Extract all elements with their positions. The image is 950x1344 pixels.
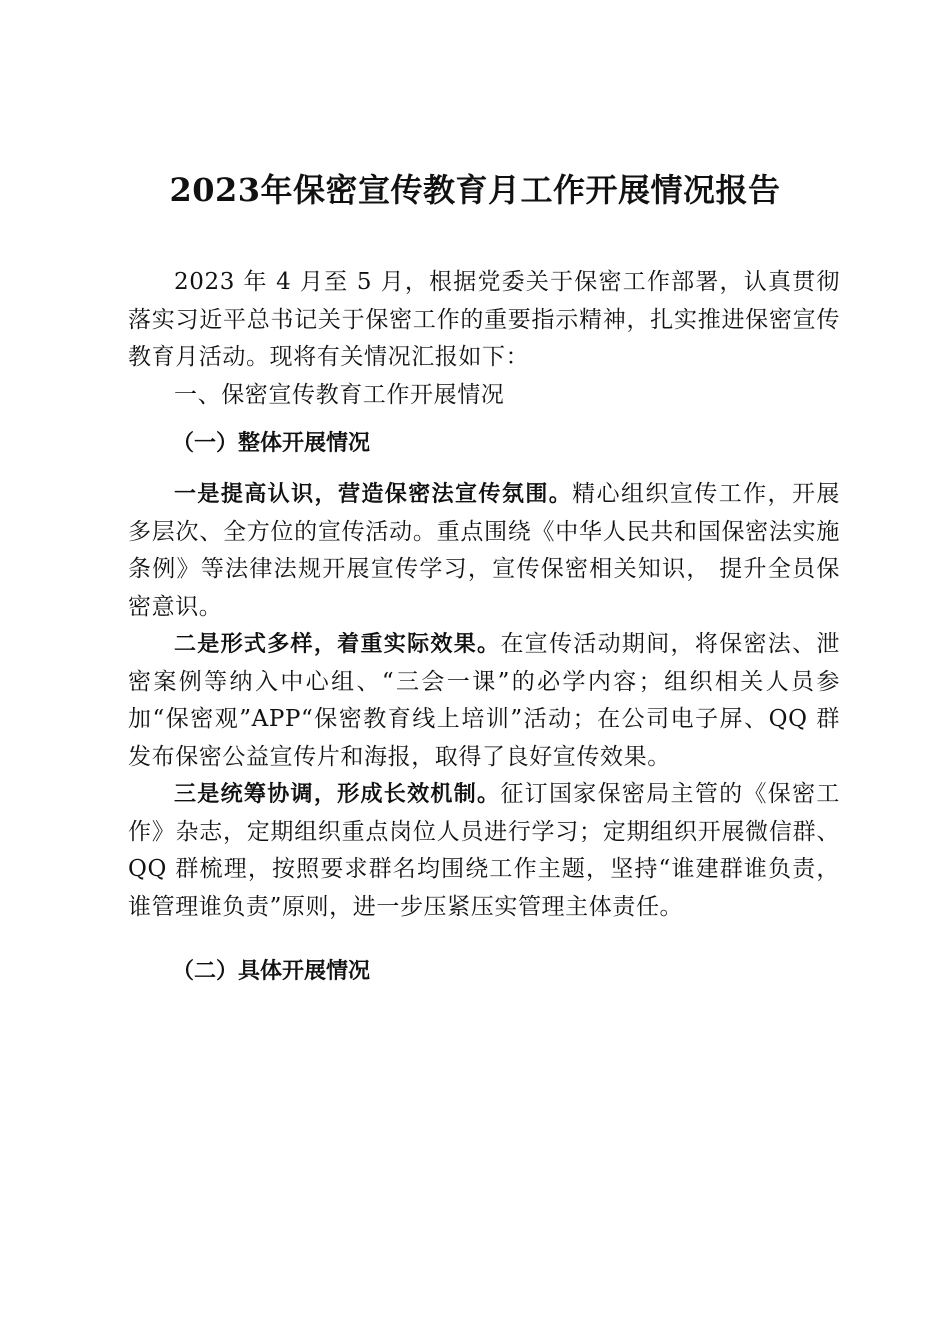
subsection-heading-1: （一）整体开展情况 <box>172 431 371 456</box>
item-lead-2: 二是形式多样，着重实际效果。 <box>174 632 501 657</box>
section-heading-1: 一、保密宣传教育工作开展情况 <box>174 381 505 408</box>
subsection-heading-2: （二）具体开展情况 <box>172 959 371 984</box>
item-text-3: 征订国家保密局主管的《保密工作》杂志，定期组织重点岗位人员进行学习；定期组织开展微信群、QQ 群梳理，按照要求群名均围绕工作主题，坚持“谁建群谁负责，谁管理谁负责”原则，进一步压紧压实管理主体责任。 <box>128 781 840 920</box>
document-title: 2023年保密宣传教育月工作开展情况报告 <box>169 171 781 209</box>
intro-paragraph: 2023 年 4 月至 5 月，根据党委关于保密工作部署，认真贯彻落实习近平总书记关于保密工作的重要指示精神，扎实推进保密宣传教育月活动。现将有关情况汇报如下： <box>128 269 840 370</box>
item-paragraph-1 <box>128 476 840 626</box>
item-paragraph-3 <box>128 776 840 926</box>
document-body <box>128 264 840 992</box>
item-paragraph-2 <box>128 626 840 776</box>
item-text-1: 精心组织宣传工作，开展多层次、全方位的宣传活动。重点围绕《中华人民共和国保密法实施条例》等法律法规开展宣传学习，宣传保密相关知识， 提升全员保密意识。 <box>128 481 840 620</box>
item-lead-1: 一是提高认识，营造保密法宣传氛围。 <box>174 482 573 507</box>
item-text-2: 在宣传活动期间，将保密法、泄密案例等纳入中心组、“三会一课”的必学内容；组织相关人员参加“保密观”APP“保密教育线上培训”活动；在公司电子屏、QQ 群发布保密公益宣传片和海报，取得了良好宣传效果。 <box>128 631 840 770</box>
item-lead-3: 三是统筹协调，形成长效机制。 <box>174 782 501 807</box>
